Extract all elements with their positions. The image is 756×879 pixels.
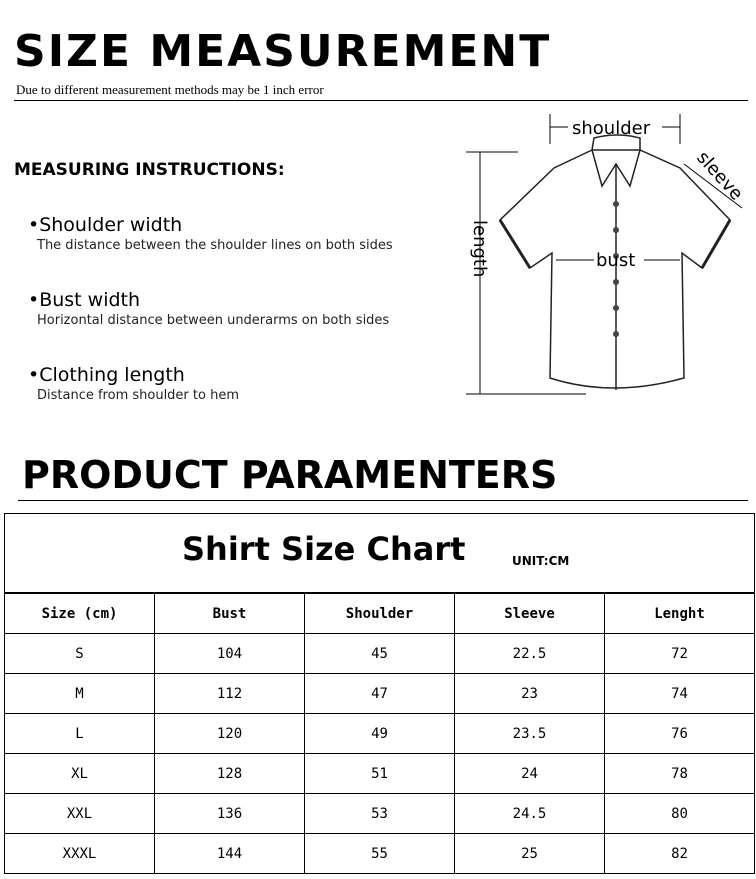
table-cell: 23.5 [455,714,605,754]
chart-title: Shirt Size Chart [182,530,466,568]
table-cell: 128 [155,754,305,794]
page-title: SIZE MEASUREMENT [14,26,552,77]
sleeve-label: sleeve [692,147,747,205]
shoulder-label: shoulder [572,118,651,139]
table-cell: 53 [305,794,455,834]
instruction-shoulder [28,214,393,253]
table-cell: S [5,634,155,674]
divider [18,500,748,501]
instruction-name: •Bust width [28,289,141,311]
table-cell: 23 [455,674,605,714]
column-header: Shoulder [305,594,455,634]
table-cell: 24.5 [455,794,605,834]
table-cell: 45 [305,634,455,674]
table-header-row [5,594,755,634]
table-cell: 25 [455,834,605,874]
error-note: Due to different measurement methods may be 1 inch error [16,82,324,97]
table-cell: XXL [5,794,155,834]
table-cell: 72 [605,634,755,674]
table-cell: L [5,714,155,754]
instruction-length [28,364,239,403]
table-cell: 24 [455,754,605,794]
table-cell: XL [5,754,155,794]
table-row [5,754,755,794]
table-row [5,674,755,714]
instruction-desc: Distance from shoulder to hem [37,388,239,403]
column-header: Sleeve [455,594,605,634]
table-cell: 112 [155,674,305,714]
column-header: Size (cm) [5,594,155,634]
table-cell: 51 [305,754,455,794]
product-title: PRODUCT PARAMENTERS [22,453,558,497]
column-header: Bust [155,594,305,634]
table-cell: 47 [305,674,455,714]
table-cell: 55 [305,834,455,874]
table-cell: 80 [605,794,755,834]
table-cell: 144 [155,834,305,874]
table-row [5,634,755,674]
bust-label: bust [596,250,636,271]
table-cell: 74 [605,674,755,714]
table-cell: 136 [155,794,305,834]
table-row [5,794,755,834]
shirt-diagram [462,108,756,400]
divider [14,100,748,101]
instructions-heading: MEASURING INSTRUCTIONS: [14,160,285,180]
instruction-desc: Horizontal distance between underarms on both sides [37,313,390,328]
table-cell: 49 [305,714,455,754]
size-table [4,593,755,874]
table-cell: M [5,674,155,714]
length-label: length [469,220,490,278]
table-row [5,834,755,874]
column-header: Lenght [605,594,755,634]
instruction-desc: The distance between the shoulder lines on both sides [37,238,393,253]
instruction-name: •Clothing length [28,364,185,386]
instruction-name: •Shoulder width [28,214,183,236]
table-cell: 78 [605,754,755,794]
table-cell: 22.5 [455,634,605,674]
table-cell: 104 [155,634,305,674]
unit-label: UNIT:CM [512,554,570,568]
table-cell: XXXL [5,834,155,874]
table-cell: 76 [605,714,755,754]
table-row [5,714,755,754]
table-cell: 120 [155,714,305,754]
instruction-bust [28,289,389,328]
table-cell: 82 [605,834,755,874]
